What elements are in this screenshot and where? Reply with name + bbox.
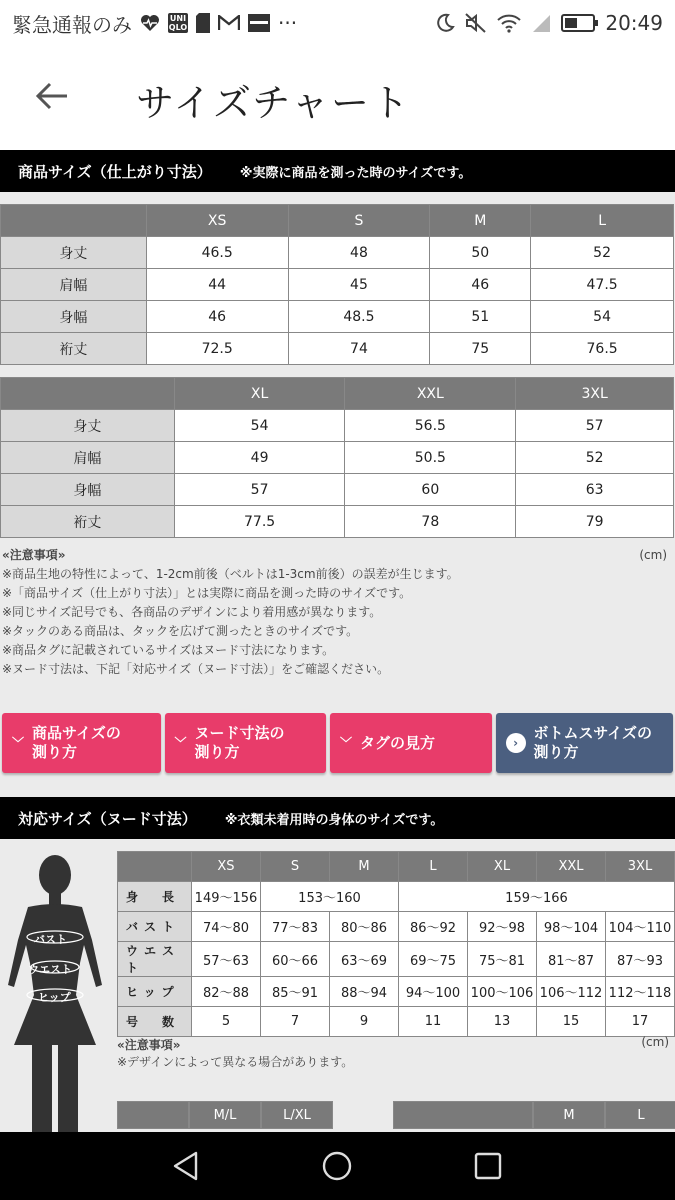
table-cell: 49 bbox=[174, 442, 345, 474]
table-cell: 11 bbox=[399, 1007, 468, 1037]
table-cell: 104〜110 bbox=[606, 912, 675, 942]
table-cell: 50.5 bbox=[345, 442, 516, 474]
table-row bbox=[1, 301, 674, 333]
table-row bbox=[118, 942, 675, 977]
table-cell: 60〜66 bbox=[261, 942, 330, 977]
table-cell: 45 bbox=[288, 269, 430, 301]
notes-title: «注意事項» bbox=[117, 1038, 181, 1052]
muted-speaker-icon bbox=[465, 13, 487, 33]
row-label: 号 数 bbox=[118, 1007, 192, 1037]
nude-size-table bbox=[117, 851, 675, 1037]
back-arrow-icon[interactable] bbox=[34, 78, 70, 114]
table-cell: 54 bbox=[531, 301, 674, 333]
unit-label: (cm) bbox=[639, 548, 667, 562]
sd-card-icon bbox=[196, 13, 210, 33]
signal-icon bbox=[531, 13, 551, 33]
column-header: M/L bbox=[189, 1101, 261, 1129]
navigation-bar bbox=[0, 1132, 675, 1200]
bust-label: バスト bbox=[34, 933, 67, 946]
row-label: 身丈 bbox=[1, 410, 175, 442]
table-cell: 72.5 bbox=[146, 333, 288, 365]
table-cell: 74 bbox=[288, 333, 430, 365]
table-cell: 149〜156 bbox=[192, 882, 261, 912]
table-cell: 98〜104 bbox=[537, 912, 606, 942]
table-cell: 9 bbox=[330, 1007, 399, 1037]
row-label: 肩幅 bbox=[1, 442, 175, 474]
table-cell: 76.5 bbox=[531, 333, 674, 365]
nav-home-icon[interactable] bbox=[321, 1150, 353, 1182]
table-cell: 100〜106 bbox=[468, 977, 537, 1007]
row-label: 身幅 bbox=[1, 301, 147, 333]
table-row bbox=[118, 882, 675, 912]
tag-guide-button[interactable] bbox=[330, 713, 492, 773]
clock: 20:49 bbox=[605, 11, 663, 35]
table-cell: 63 bbox=[516, 474, 674, 506]
table-row bbox=[118, 1007, 675, 1037]
row-label: ヒップ bbox=[118, 977, 192, 1007]
product-size-notes bbox=[0, 538, 675, 679]
table-cell: 77〜83 bbox=[261, 912, 330, 942]
row-label: ウエスト bbox=[118, 942, 192, 977]
table-row bbox=[118, 912, 675, 942]
table-cell: 57〜63 bbox=[192, 942, 261, 977]
button-label-line1: ヌード寸法の bbox=[194, 724, 285, 742]
table-cell: 47.5 bbox=[531, 269, 674, 301]
app-icon bbox=[248, 14, 270, 32]
table-cell: 7 bbox=[261, 1007, 330, 1037]
table-cell: 48.5 bbox=[288, 301, 430, 333]
column-header: L bbox=[605, 1101, 675, 1129]
more-icon: ··· bbox=[278, 11, 298, 35]
note-line: ※タックのある商品は、タックを広げて測ったときのサイズです。 bbox=[2, 624, 359, 638]
table-cell: 50 bbox=[430, 237, 531, 269]
table-cell: 106〜112 bbox=[537, 977, 606, 1007]
table-row bbox=[1, 442, 674, 474]
table-cell: 85〜91 bbox=[261, 977, 330, 1007]
table-cell: 75〜81 bbox=[468, 942, 537, 977]
table-cell: 87〜93 bbox=[606, 942, 675, 977]
table-row bbox=[1, 474, 674, 506]
nude-size-heading-text: 対応サイズ（ヌード寸法） bbox=[18, 809, 197, 828]
product-size-heading-note: ※実際に商品を測った時のサイズです。 bbox=[239, 165, 472, 181]
size-table-b-header bbox=[393, 1101, 675, 1129]
chevron-down-icon: ﹀ bbox=[12, 735, 25, 750]
table-cell: 75 bbox=[430, 333, 531, 365]
bottoms-size-measure-button[interactable] bbox=[496, 713, 673, 773]
notes-title: «注意事項» bbox=[2, 548, 66, 562]
table-cell: 82〜88 bbox=[192, 977, 261, 1007]
gmail-icon bbox=[218, 15, 240, 31]
waist-label: ウエスト bbox=[28, 963, 72, 976]
row-label: 身丈 bbox=[1, 237, 147, 269]
table-header-blank bbox=[1, 205, 147, 237]
note-line: ※「商品サイズ（仕上がり寸法）」とは実際に商品を測った時のサイズです。 bbox=[2, 586, 412, 600]
unit-label: (cm) bbox=[641, 1035, 669, 1049]
table-row bbox=[1, 506, 674, 538]
table-row bbox=[1, 269, 674, 301]
column-header: L bbox=[399, 852, 468, 882]
table-cell: 13 bbox=[468, 1007, 537, 1037]
table-cell: 79 bbox=[516, 506, 674, 538]
table-cell: 77.5 bbox=[174, 506, 345, 538]
table-cell: 46.5 bbox=[146, 237, 288, 269]
table-cell: 63〜69 bbox=[330, 942, 399, 977]
app-bar bbox=[0, 46, 675, 150]
uniqlo-icon: UNI QLO bbox=[168, 14, 188, 32]
note-line: ※ヌード寸法は、下記「対応サイズ（ヌード寸法）」をご確認ください。 bbox=[2, 662, 390, 676]
column-header: 3XL bbox=[606, 852, 675, 882]
table-cell: 159〜166 bbox=[399, 882, 675, 912]
table-cell: 17 bbox=[606, 1007, 675, 1037]
table-cell: 52 bbox=[516, 442, 674, 474]
table-cell: 57 bbox=[174, 474, 345, 506]
next-tables-preview bbox=[117, 1101, 675, 1129]
column-header: M bbox=[330, 852, 399, 882]
button-label-line1: タグの見方 bbox=[360, 733, 436, 752]
row-label: 身 長 bbox=[118, 882, 192, 912]
button-label-line2: 測り方 bbox=[533, 743, 579, 761]
product-size-heading bbox=[0, 150, 675, 192]
table-cell: 60 bbox=[345, 474, 516, 506]
nude-size-heading-note: ※衣類未着用時の身体のサイズです。 bbox=[224, 812, 444, 828]
table-row bbox=[1, 333, 674, 365]
nude-size-area bbox=[0, 839, 675, 1132]
table-cell: 88〜94 bbox=[330, 977, 399, 1007]
button-label bbox=[195, 724, 285, 762]
chevron-right-icon: › bbox=[506, 733, 526, 753]
product-size-measure-button[interactable] bbox=[2, 713, 161, 773]
table-cell: 52 bbox=[531, 237, 674, 269]
size-table-a-header bbox=[117, 1101, 333, 1129]
column-header: 3XL bbox=[516, 378, 674, 410]
table-header-blank bbox=[117, 1101, 189, 1129]
column-header: XL bbox=[468, 852, 537, 882]
emergency-calls-only-text: 緊急通報のみ bbox=[12, 12, 132, 37]
table-cell: 86〜92 bbox=[399, 912, 468, 942]
table-cell: 56.5 bbox=[345, 410, 516, 442]
table-cell: 69〜75 bbox=[399, 942, 468, 977]
nav-recents-icon[interactable] bbox=[472, 1150, 504, 1182]
table-cell: 80〜86 bbox=[330, 912, 399, 942]
page-title: サイズチャート bbox=[136, 81, 412, 125]
table-row bbox=[1, 237, 674, 269]
table-cell: 78 bbox=[345, 506, 516, 538]
row-label: バスト bbox=[118, 912, 192, 942]
button-label bbox=[32, 724, 121, 762]
table-cell: 81〜87 bbox=[537, 942, 606, 977]
row-label: 身幅 bbox=[1, 474, 175, 506]
table-cell: 15 bbox=[537, 1007, 606, 1037]
table-cell: 153〜160 bbox=[261, 882, 399, 912]
table-cell: 74〜80 bbox=[192, 912, 261, 942]
row-label: 裄丈 bbox=[1, 506, 175, 538]
table-cell: 112〜118 bbox=[606, 977, 675, 1007]
note-line: ※商品タグに記載されているサイズはヌード寸法になります。 bbox=[2, 643, 335, 657]
table-cell: 54 bbox=[174, 410, 345, 442]
note-line: ※デザインによって異なる場合があります。 bbox=[117, 1055, 354, 1069]
nav-back-icon[interactable] bbox=[170, 1150, 202, 1182]
column-header: S bbox=[288, 205, 430, 237]
table-cell: 48 bbox=[288, 237, 430, 269]
column-header: M bbox=[533, 1101, 605, 1129]
wifi-icon bbox=[497, 13, 521, 33]
battery-icon bbox=[561, 14, 595, 32]
hip-label: ヒップ bbox=[38, 991, 71, 1004]
button-label-line1: 商品サイズの bbox=[32, 724, 121, 742]
button-label bbox=[534, 724, 653, 762]
nude-size-notes bbox=[117, 1037, 353, 1071]
product-size-table-2 bbox=[0, 377, 674, 538]
column-header: XXL bbox=[345, 378, 516, 410]
table-cell: 57 bbox=[516, 410, 674, 442]
column-header: XL bbox=[174, 378, 345, 410]
table-cell: 94〜100 bbox=[399, 977, 468, 1007]
column-header: L bbox=[531, 205, 674, 237]
table-cell: 92〜98 bbox=[468, 912, 537, 942]
row-label: 肩幅 bbox=[1, 269, 147, 301]
table-header-blank bbox=[1, 378, 175, 410]
column-header: XS bbox=[192, 852, 261, 882]
button-label-line2: 測り方 bbox=[194, 743, 240, 761]
note-line: ※同じサイズ記号でも、各商品のデザインにより着用感が異なります。 bbox=[2, 605, 382, 619]
chevron-down-icon: ﹀ bbox=[340, 735, 353, 750]
heart-pulse-icon bbox=[140, 14, 160, 32]
button-label-line2: 測り方 bbox=[32, 743, 78, 761]
row-label: 裄丈 bbox=[1, 333, 147, 365]
column-header: XS bbox=[146, 205, 288, 237]
table-cell: 51 bbox=[430, 301, 531, 333]
size-chart-content[interactable] bbox=[0, 150, 675, 1132]
nude-size-heading bbox=[0, 797, 675, 839]
column-header: L/XL bbox=[261, 1101, 333, 1129]
chevron-down-icon: ﹀ bbox=[174, 735, 187, 750]
product-size-heading-text: 商品サイズ（仕上がり寸法） bbox=[18, 162, 212, 181]
nude-size-measure-button[interactable] bbox=[165, 713, 327, 773]
table-row bbox=[1, 410, 674, 442]
column-header: XXL bbox=[537, 852, 606, 882]
product-size-table-1 bbox=[0, 204, 674, 365]
table-cell: 46 bbox=[146, 301, 288, 333]
table-header-blank bbox=[118, 852, 192, 882]
table-cell: 46 bbox=[430, 269, 531, 301]
table-cell: 5 bbox=[192, 1007, 261, 1037]
table-cell: 44 bbox=[146, 269, 288, 301]
guide-buttons bbox=[0, 713, 675, 773]
do-not-disturb-moon-icon bbox=[435, 13, 455, 33]
button-label-line1: ボトムスサイズの bbox=[533, 724, 653, 742]
table-row bbox=[118, 977, 675, 1007]
column-header: S bbox=[261, 852, 330, 882]
status-bar bbox=[0, 0, 675, 46]
column-header: M bbox=[430, 205, 531, 237]
note-line: ※商品生地の特性によって、1-2cm前後（ベルトは1-3cm前後）の誤差が生じます。 bbox=[2, 567, 459, 581]
table-header-blank bbox=[393, 1101, 533, 1129]
